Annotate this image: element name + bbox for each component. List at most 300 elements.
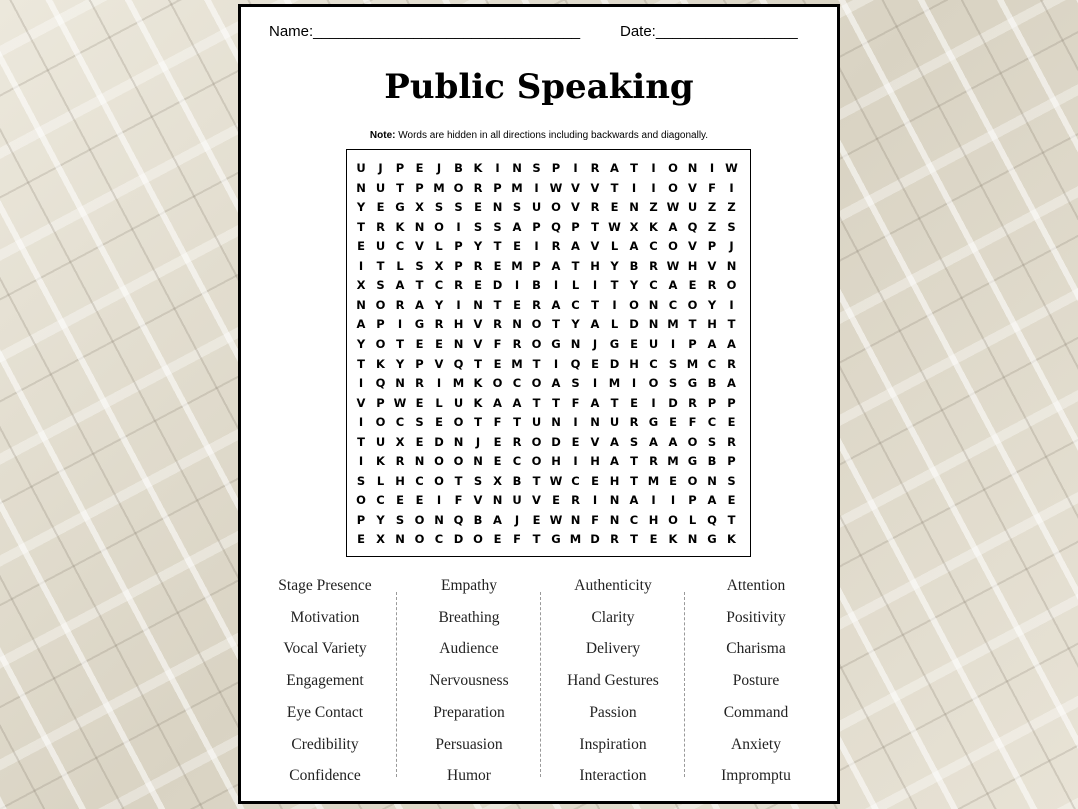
grid-letter: I: [436, 493, 442, 508]
grid-letter: X: [395, 434, 405, 449]
grid-letter: S: [668, 376, 678, 391]
grid-letter: I: [573, 161, 578, 175]
grid-letter: E: [435, 336, 443, 351]
grid-letter: E: [727, 493, 736, 508]
grid-letter: R: [512, 336, 522, 351]
grid-letter: W: [549, 180, 563, 195]
grid-row: [347, 150, 750, 556]
grid-letter: A: [610, 434, 619, 449]
grid-letter: H: [648, 512, 659, 527]
grid-letter: N: [707, 473, 717, 488]
grid-letter: R: [454, 278, 463, 293]
grid-letter: F: [708, 180, 716, 195]
grid-letter: C: [571, 473, 580, 488]
grid-letter: P: [376, 395, 385, 410]
grid-letter: T: [532, 532, 541, 547]
word-bank-item: Audience: [439, 640, 499, 658]
grid-letter: E: [493, 434, 502, 449]
grid-letter: K: [473, 395, 483, 410]
grid-letter: H: [590, 258, 600, 273]
grid-letter: X: [434, 258, 444, 273]
grid-letter: I: [670, 336, 676, 351]
grid-letter: O: [687, 473, 698, 488]
grid-letter: A: [571, 239, 580, 254]
grid-letter: Y: [356, 200, 366, 215]
grid-letter: M: [667, 454, 679, 469]
grid-letter: S: [473, 473, 483, 488]
grid-letter: O: [414, 532, 425, 547]
grid-letter: I: [358, 376, 364, 391]
grid-letter: L: [376, 473, 385, 488]
grid-letter: U: [375, 180, 386, 195]
grid-letter: A: [668, 434, 678, 449]
grid-letter: I: [514, 278, 520, 293]
grid-letter: D: [551, 434, 561, 449]
grid-letter: I: [358, 258, 364, 273]
word-bank-item: Impromptu: [721, 767, 791, 785]
grid-letter: P: [532, 258, 541, 273]
grid-letter: N: [551, 415, 561, 430]
grid-letter: E: [493, 356, 502, 371]
grid-letter: P: [727, 395, 736, 410]
grid-letter: J: [729, 239, 734, 254]
grid-letter: O: [453, 415, 464, 430]
grid-letter: U: [453, 395, 464, 410]
word-bank: [241, 577, 837, 787]
note-text: Words are hidden in all directions including backwards and diagonally.: [395, 130, 709, 141]
grid-letter: T: [688, 317, 697, 332]
grid-letter: C: [649, 278, 658, 293]
grid-letter: T: [493, 297, 502, 312]
grid-letter: C: [434, 532, 444, 547]
grid-letter: Z: [727, 200, 736, 215]
grid-letter: W: [725, 161, 738, 175]
grid-letter: E: [493, 258, 502, 273]
grid-letter: N: [570, 336, 581, 351]
grid-letter: I: [436, 376, 442, 391]
grid-letter: R: [493, 317, 502, 332]
grid-letter: U: [356, 161, 366, 175]
grid-letter: P: [571, 219, 580, 234]
grid-letter: B: [512, 473, 522, 488]
grid-letter: N: [687, 161, 698, 175]
grid-letter: T: [396, 180, 404, 195]
grid-letter: E: [649, 532, 658, 547]
grid-letter: U: [375, 434, 386, 449]
grid-letter: E: [376, 200, 385, 215]
grid-letter: P: [707, 239, 717, 254]
grid-letter: J: [592, 336, 598, 351]
word-bank-item: Anxiety: [731, 735, 781, 753]
grid-letter: T: [493, 239, 502, 254]
grid-letter: W: [666, 200, 680, 215]
grid-letter: I: [592, 493, 598, 508]
grid-letter: I: [631, 180, 637, 195]
grid-letter: H: [687, 258, 698, 273]
grid-letter: O: [726, 278, 737, 293]
grid-letter: Q: [453, 512, 464, 527]
grid-letter: U: [512, 493, 522, 508]
grid-letter: E: [474, 278, 482, 293]
word-bank-item: Delivery: [585, 640, 641, 658]
word-bank-item: Empathy: [441, 577, 497, 594]
grid-letter: E: [630, 336, 638, 351]
grid-letter: V: [590, 434, 600, 449]
grid-letter: U: [648, 336, 659, 351]
grid-letter: H: [453, 317, 464, 332]
grid-letter: Y: [356, 336, 366, 351]
grid-letter: N: [492, 200, 503, 215]
grid-letter: N: [453, 336, 464, 351]
grid-letter: M: [569, 532, 582, 547]
grid-letter: E: [474, 200, 482, 215]
grid-letter: O: [453, 454, 464, 469]
grid-letter: A: [512, 219, 522, 234]
grid-letter: F: [493, 336, 502, 351]
grid-letter: R: [649, 258, 658, 273]
grid-letter: T: [532, 356, 541, 371]
grid-letter: E: [357, 532, 365, 547]
grid-letter: E: [688, 278, 697, 293]
grid-letter: S: [629, 434, 639, 449]
grid-letter: G: [414, 317, 425, 332]
grid-letter: K: [473, 161, 483, 175]
grid-letter: A: [395, 278, 405, 293]
grid-letter: I: [709, 161, 715, 175]
grid-letter: C: [707, 356, 717, 371]
grid-letter: S: [727, 219, 736, 234]
grid-letter: U: [375, 239, 386, 254]
grid-letter: N: [414, 219, 425, 234]
grid-letter: L: [688, 512, 697, 527]
grid-letter: E: [532, 512, 541, 527]
grid-letter: M: [511, 356, 523, 371]
grid-letter: V: [473, 493, 483, 508]
grid-letter: V: [415, 239, 424, 254]
grid-letter: D: [609, 356, 620, 371]
grid-letter: P: [376, 317, 385, 332]
grid-letter: I: [358, 454, 364, 469]
grid-letter: I: [456, 219, 461, 234]
grid-letter: M: [608, 376, 621, 391]
grid-letter: O: [375, 415, 386, 430]
grid-letter: O: [531, 434, 542, 449]
grid-letter: E: [493, 454, 502, 469]
word-bank-item: Eye Contact: [286, 703, 364, 721]
grid-letter: T: [610, 395, 619, 410]
grid-letter: C: [649, 239, 658, 254]
grid-letter: L: [610, 239, 619, 254]
grid-letter: T: [532, 395, 541, 410]
grid-letter: N: [395, 376, 405, 391]
grid-letter: E: [610, 200, 619, 215]
grid-letter: R: [590, 161, 600, 175]
word-bank-item: Stage Presence: [278, 577, 372, 594]
grid-letter: C: [434, 278, 444, 293]
grid-letter: T: [474, 356, 482, 371]
grid-letter: R: [590, 200, 600, 215]
grid-letter: N: [648, 297, 659, 312]
grid-letter: M: [433, 180, 445, 195]
grid-letter: J: [514, 512, 520, 527]
grid-letter: M: [511, 180, 523, 195]
grid-letter: I: [534, 180, 539, 195]
grid-letter: I: [358, 415, 364, 430]
grid-letter: P: [532, 219, 541, 234]
grid-letter: A: [415, 297, 424, 312]
grid-letter: I: [612, 297, 617, 312]
grid-letter: I: [553, 278, 559, 293]
grid-letter: E: [513, 297, 521, 312]
word-bank-item: Persuasion: [435, 735, 503, 753]
grid-letter: E: [669, 473, 677, 488]
grid-letter: A: [493, 395, 502, 410]
grid-letter: C: [668, 297, 678, 312]
grid-letter: P: [707, 395, 717, 410]
worksheet-page: [238, 4, 840, 804]
grid-letter: K: [649, 219, 658, 234]
grid-letter: R: [649, 454, 658, 469]
grid-letter: N: [356, 297, 366, 312]
grid-letter: G: [551, 336, 561, 351]
grid-letter: V: [434, 356, 444, 371]
grid-letter: O: [668, 180, 678, 195]
word-bank-item: Inspiration: [579, 735, 647, 753]
note-prefix: Note:: [369, 130, 396, 141]
grid-letter: W: [549, 473, 563, 488]
word-bank-item: Vocal Variety: [283, 640, 367, 658]
grid-letter: D: [434, 434, 444, 449]
grid-letter: T: [610, 180, 619, 195]
grid-letter: J: [436, 161, 442, 175]
grid-letter: O: [492, 376, 503, 391]
grid-letter: I: [729, 180, 734, 195]
grid-letter: Y: [434, 297, 444, 312]
grid-letter: E: [669, 415, 677, 430]
grid-letter: D: [590, 532, 600, 547]
grid-letter: F: [454, 493, 463, 508]
grid-letter: O: [375, 336, 386, 351]
grid-letter: P: [493, 180, 502, 195]
grid-letter: A: [590, 317, 600, 332]
grid-letter: C: [571, 297, 580, 312]
grid-letter: P: [688, 336, 697, 351]
name-field-label: Name:________________________________: [269, 23, 581, 40]
grid-letter: H: [609, 473, 620, 488]
grid-letter: X: [493, 473, 502, 488]
grid-letter: R: [473, 180, 483, 195]
grid-letter: Q: [453, 356, 464, 371]
grid-letter: P: [454, 239, 463, 254]
grid-letter: T: [357, 356, 365, 371]
grid-letter: A: [668, 219, 678, 234]
grid-letter: I: [495, 161, 500, 175]
grid-letter: L: [435, 239, 443, 254]
grid-letter: E: [357, 239, 365, 254]
word-bank-item: Charisma: [726, 640, 786, 658]
grid-letter: G: [551, 532, 561, 547]
grid-letter: A: [649, 434, 658, 449]
grid-letter: S: [668, 356, 678, 371]
word-bank-item: Clarity: [591, 608, 635, 626]
grid-letter: N: [629, 200, 639, 215]
grid-letter: U: [531, 200, 542, 215]
grid-letter: Y: [571, 317, 580, 332]
grid-letter: S: [493, 219, 502, 234]
grid-letter: N: [726, 258, 737, 273]
grid-letter: C: [707, 415, 717, 430]
grid-letter: H: [629, 356, 639, 371]
grid-letter: P: [415, 356, 424, 371]
grid-letter: E: [727, 415, 736, 430]
word-bank-item: Command: [723, 703, 789, 721]
grid-letter: Y: [610, 258, 619, 273]
grid-letter: R: [395, 454, 405, 469]
grid-letter: T: [532, 473, 541, 488]
grid-letter: N: [609, 512, 620, 527]
grid-letter: A: [629, 493, 639, 508]
word-bank-item: Motivation: [290, 608, 360, 626]
grid-letter: S: [571, 376, 580, 391]
grid-letter: L: [610, 317, 619, 332]
grid-letter: R: [610, 532, 619, 547]
grid-letter: C: [395, 239, 405, 254]
date-field-label: Date:_________________: [620, 23, 798, 40]
grid-letter: E: [630, 395, 638, 410]
grid-letter: M: [511, 258, 523, 273]
grid-letter: V: [590, 180, 600, 195]
grid-letter: F: [513, 532, 521, 547]
grid-letter: L: [435, 395, 443, 410]
grid-letter: K: [395, 219, 405, 234]
grid-letter: O: [648, 376, 659, 391]
grid-letter: A: [707, 336, 717, 351]
grid-letter: Z: [649, 200, 658, 215]
grid-letter: F: [688, 415, 697, 430]
grid-letter: T: [357, 219, 365, 234]
grid-letter: V: [571, 200, 580, 215]
grid-letter: Y: [395, 356, 405, 371]
grid-letter: Y: [376, 512, 385, 527]
grid-letter: R: [629, 415, 639, 430]
grid-letter: S: [727, 473, 736, 488]
grid-letter: S: [415, 415, 424, 430]
grid-letter: R: [688, 395, 697, 410]
grid-letter: G: [707, 532, 717, 547]
grid-letter: I: [651, 493, 656, 508]
grid-letter: E: [415, 161, 424, 175]
grid-letter: D: [668, 395, 678, 410]
word-bank-item: Attention: [726, 577, 786, 594]
grid-letter: Q: [551, 219, 561, 234]
grid-letter: T: [727, 512, 736, 527]
grid-letter: O: [668, 512, 678, 527]
grid-letter: O: [687, 434, 698, 449]
grid-letter: N: [609, 493, 620, 508]
grid-letter: C: [376, 493, 385, 508]
grid-letter: K: [668, 532, 678, 547]
grid-letter: J: [475, 434, 481, 449]
grid-letter: R: [376, 219, 385, 234]
grid-letter: D: [629, 317, 639, 332]
grid-letter: S: [356, 473, 366, 488]
grid-letter: M: [667, 317, 679, 332]
grid-letter: W: [549, 512, 563, 527]
grid-letter: O: [531, 454, 542, 469]
grid-letter: S: [707, 434, 717, 449]
grid-letter: O: [375, 297, 386, 312]
grid-letter: A: [727, 376, 736, 391]
grid-letter: T: [474, 415, 482, 430]
grid-letter: S: [434, 200, 444, 215]
word-bank-item: Credibility: [291, 735, 359, 753]
grid-letter: H: [551, 454, 561, 469]
grid-letter: H: [707, 317, 717, 332]
grid-letter: S: [473, 219, 483, 234]
grid-letter: I: [397, 317, 403, 332]
grid-letter: U: [609, 415, 620, 430]
grid-letter: O: [629, 297, 639, 312]
word-bank-item: Interaction: [579, 767, 647, 785]
grid-letter: A: [610, 161, 619, 175]
grid-letter: I: [651, 161, 656, 175]
grid-letter: T: [610, 278, 619, 293]
grid-letter: C: [415, 473, 424, 488]
grid-letter: B: [707, 376, 717, 391]
grid-letter: X: [415, 200, 424, 215]
grid-letter: J: [378, 161, 383, 175]
grid-letter: R: [727, 356, 736, 371]
grid-letter: N: [434, 512, 444, 527]
grid-letter: T: [571, 258, 580, 273]
grid-letter: N: [356, 180, 366, 195]
grid-letter: I: [534, 239, 539, 254]
grid-letter: Y: [707, 297, 717, 312]
grid-letter: K: [727, 532, 736, 547]
grid-letter: R: [551, 239, 561, 254]
grid-letter: O: [453, 180, 464, 195]
grid-letter: T: [376, 258, 385, 273]
grid-letter: O: [687, 297, 698, 312]
grid-letter: I: [573, 415, 578, 430]
grid-letter: B: [454, 161, 463, 175]
grid-letter: A: [590, 395, 600, 410]
grid-letter: F: [591, 512, 599, 527]
grid-letter: E: [435, 415, 443, 430]
word-bank-item: Passion: [589, 703, 637, 721]
grid-letter: G: [687, 454, 698, 469]
grid-letter: A: [629, 239, 639, 254]
grid-letter: H: [395, 473, 405, 488]
grid-letter: A: [727, 336, 736, 351]
instructions-note: [241, 130, 837, 141]
grid-letter: E: [396, 493, 404, 508]
grid-letter: V: [688, 180, 697, 195]
grid-letter: Z: [707, 200, 717, 215]
word-bank-item: Hand Gestures: [567, 672, 659, 690]
grid-letter: A: [668, 278, 678, 293]
grid-letter: N: [687, 532, 698, 547]
grid-letter: N: [648, 317, 659, 332]
grid-letter: N: [512, 317, 522, 332]
grid-letter: A: [551, 297, 561, 312]
grid-letter: S: [512, 200, 522, 215]
word-bank-item: Authenticity: [574, 577, 652, 594]
grid-letter: I: [592, 376, 598, 391]
grid-letter: V: [707, 258, 717, 273]
grid-letter: Z: [707, 219, 717, 234]
grid-letter: R: [415, 376, 424, 391]
